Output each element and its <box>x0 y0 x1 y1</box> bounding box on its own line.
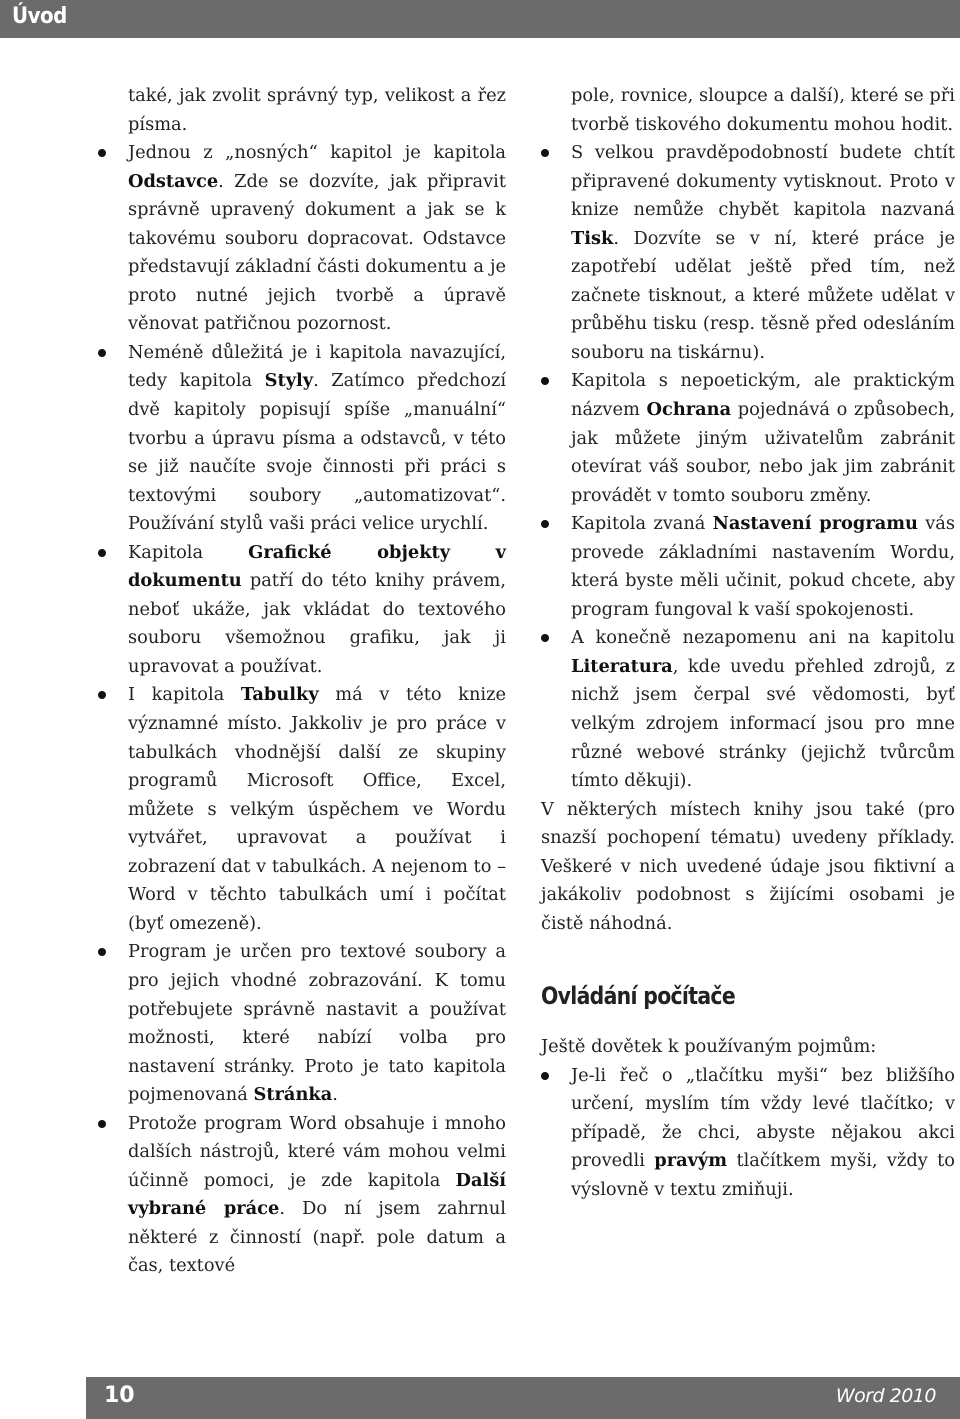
list-item: Kapitola zvaná Nastavení programu vás provede základními nastavením Wordu, která byste měli učinit, pokud chcete, aby program fungoval k vaší spokojenosti. <box>541 510 955 624</box>
bullet-icon <box>98 549 106 557</box>
section-intro: Ještě dovětek k používaným pojmům: <box>541 1035 877 1057</box>
list-item: Protože program Word obsahuje i mnoho dalších nástrojů, které vám mohou velmi účinně pomoci, je zde kapitola Další vybrané práce. Do ní jsem zahrnul některé z činností (např. pole datum a čas, textové <box>98 1110 506 1281</box>
bullet-icon <box>98 349 106 357</box>
right-continuation: pole, rovnice, sloupce a další), které se při tvorbě tiskového dokumentu mohou hodit. <box>571 85 955 135</box>
bullet-icon <box>541 149 549 157</box>
left-bullet-list <box>98 139 506 1281</box>
bullet-icon <box>98 1120 106 1128</box>
list-item: Kapitola s nepoetickým, ale praktickým názvem Ochrana pojednává o způsobech, jak můžete jiným uživatelům zabránit otevírat váš soubor, nebo jak jim zabránit provádět v tomto souboru změny. <box>541 367 955 510</box>
list-item: Neméně důležitá je i kapitola navazující, tedy kapitola Styly. Zatímco předchozí dvě kapitoly popisují spíše „manuální“ tvorbu a úpravu písma a odstavců, v této se již naučíte svoje činnosti při práci s textovými soubory „automatizovat“. Používání stylů vaši práci velice urychlí. <box>98 339 506 539</box>
right-bullet-list <box>541 139 955 796</box>
footer-bar <box>86 1377 960 1419</box>
chapter-title: Úvod <box>12 4 67 29</box>
list-item: A konečně nezapomenu ani na kapitolu Literatura, kde uvedu přehled zdrojů, z nichž jsem čerpal své vědomosti, byť velkým zdrojem informací jsou pro mne různé webové stránky (jejichž tvůrcům tímto děkuji). <box>541 624 955 795</box>
bullet-icon <box>98 948 106 956</box>
list-item: Kapitola Grafické objekty v dokumentu patří do této knihy právem, neboť ukáže, jak vkládat do textového souboru všemožnou grafiku, jak ji upravovat a používat. <box>98 539 506 682</box>
left-column <box>98 82 506 1281</box>
bullet-icon <box>541 634 549 642</box>
bullet-icon <box>541 1072 549 1080</box>
book-title: Word 2010 <box>835 1385 936 1407</box>
bullet-icon <box>541 377 549 385</box>
list-item: Program je určen pro textové soubory a pro jejich vhodné zobrazování. K tomu potřebujete správně nastavit a používat možnosti, které nabízí volba pro nastavení stránky. Proto je tato kapitola pojmenovaná Stránka. <box>98 938 506 1109</box>
bullet-icon <box>541 520 549 528</box>
intro-continuation: také, jak zvolit správný typ, velikost a řez písma. <box>128 85 506 135</box>
list-item: S velkou pravděpodobností budete chtít připravené dokumenty vytisknout. Proto v knize nemůže chybět kapitola nazvaná Tisk. Dozvíte se v ní, které práce je zapotřebí udělat ještě před tím, než začnete tisknout, a které můžete udělat v průběhu tisku (resp. těsně před odesláním souboru na tiskárnu). <box>541 139 955 367</box>
section-heading: Ovládání počítače <box>541 982 735 1011</box>
list-item: I kapitola Tabulky má v této knize významné místo. Jakkoliv je pro práce v tabulkách vhodnější další ze skupiny programů Microsoft Office, Excel, můžete s velkým úspěchem ve Wordu vytvářet, upravovat a používat i zobrazení dat v tabulkách. A nejenom to – Word v těchto tabulkách umí i počítat (byť omezeně). <box>98 681 506 938</box>
page-number: 10 <box>104 1383 135 1408</box>
header-bar <box>0 0 960 38</box>
examples-note: V některých místech knihy jsou také (pro snazší pochopení tématu) uvedeny příklady. Veškeré v nich uvedené údaje jsou fiktivní a jakákoliv podobnost s žijícími osobami je čistě náhodná. <box>541 798 955 934</box>
bullet-icon <box>98 691 106 699</box>
section-bullet-list <box>541 1062 955 1205</box>
right-column <box>541 82 955 1204</box>
list-item: Jednou z „nosných“ kapitol je kapitola Odstavce. Zde se dozvíte, jak připravit správně upravený dokument a jak se k takovému souboru dopracovat. Odstavce představují základní části dokumentu a je proto nutné jejich tvorbě a úpravě věnovat patřičnou pozornost. <box>98 139 506 339</box>
bullet-icon <box>98 149 106 157</box>
list-item: Je-li řeč o „tlačítku myši“ bez bližšího určení, myslím tím vždy levé tlačítko; v případě, že chci, abyste nějakou akci provedli pravým tlačítkem myši, vždy to výslovně v textu zmiňuji. <box>541 1062 955 1205</box>
